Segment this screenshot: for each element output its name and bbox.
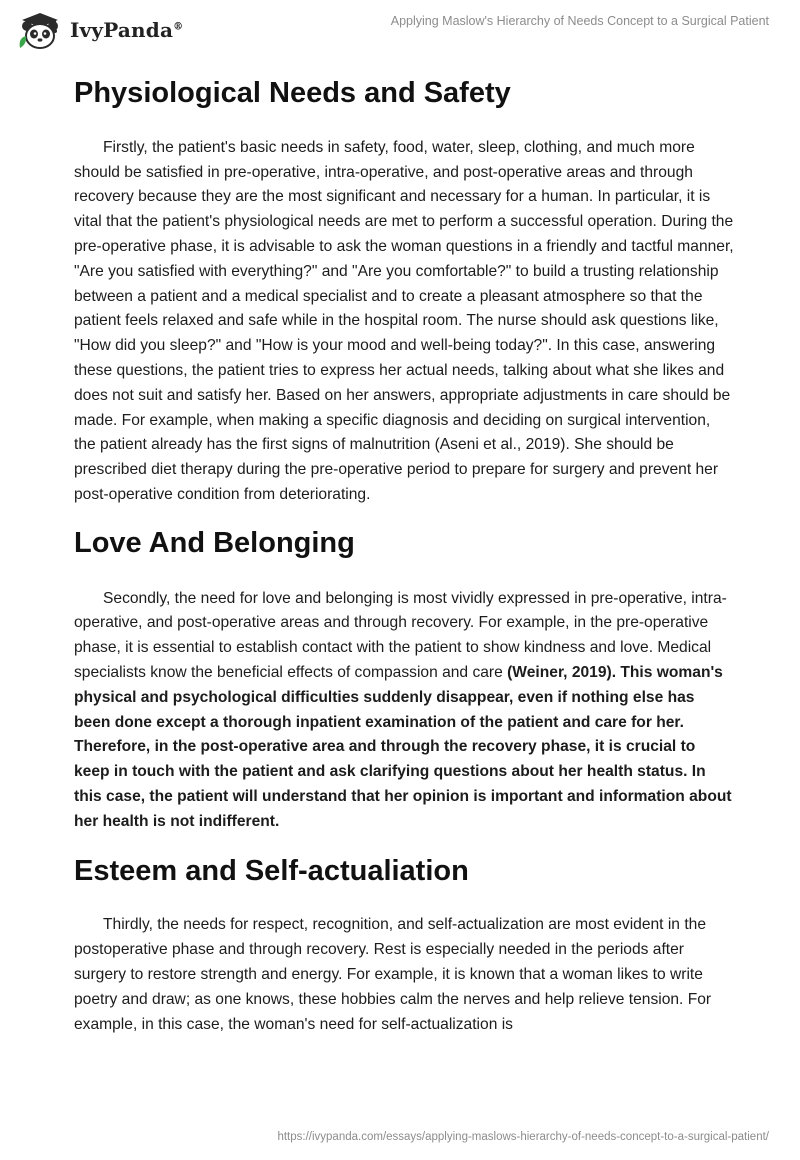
essay-content: [74, 70, 734, 1037]
section-love-belonging: [74, 526, 734, 835]
section-paragraph: [74, 587, 734, 835]
section-physiological-needs: [74, 76, 734, 508]
section-paragraph: Firstly, the patient's basic needs in safety, food, water, sleep, clothing, and much more should be satisfied in pre-operative, intra-operative, and post-operative areas and through recovery because they are the most significant and necessary for a human. In particular, it is vital that the patient's physiological needs are met to perform a successful operation. During the pre-operative phase, it is advisable to ask the woman questions in a friendly and tactful manner, "Are you satisfied with everything?" and "Are you comfortable?" to build a trusting relationship between a patient and a medical specialist and to create a pleasant atmosphere so that the patient feels relaxed and safe while in the hospital room. The nurse should ask questions like, "How did you sleep?" and "How is your mood and well-being today?". In this case, answering these questions, the patient tries to express her actual needs, talking about what she likes and does not suit and satisfy her. Based on her answers, appropriate adjustments in care should be made. For example, when making a specific diagnosis and deciding on surgical intervention, the patient already has the first signs of malnutrition (Aseni et al., 2019). She should be prescribed diet therapy during the pre-operative period to prepare for surgery and prevent her post-operative condition from deteriorating.: [74, 138, 734, 503]
section-heading: Love And Belonging: [74, 526, 355, 559]
paragraph-regular-text: Secondly, the need for love and belonging is most vividly expressed in pre-operative, intra-operative, and post-operative areas and through recovery. For example, in the pre-operative phase, it is essential to establish contact with the patient to show kindness and love. Medical specialists know the beneficial effects of compassion and care: [74, 589, 727, 681]
section-esteem: [74, 854, 734, 1038]
page-header: [0, 0, 800, 60]
section-heading: Esteem and Self-actualiation: [74, 854, 469, 887]
brand-name: IvyPanda®: [70, 18, 184, 42]
panda-logo-icon: [14, 10, 66, 50]
source-url-link[interactable]: https://ivypanda.com/essays/applying-maslows-hierarchy-of-needs-concept-to-a-surgical-patient/: [277, 1131, 769, 1143]
section-heading: Physiological Needs and Safety: [74, 77, 511, 109]
paragraph-bold-text: (Weiner, 2019). This woman's physical and psychological difficulties suddenly disappear, even if nothing else has been done except a thorough inpatient examination of the patient and care for her. Therefore, in the post-operative area and through the recovery phase, it is crucial to keep in touch with the patient and ask clarifying questions about her health status. In this case, the patient will understand that her opinion is important and information about her health is not indifferent.: [74, 663, 732, 830]
section-paragraph: Thirdly, the needs for respect, recognition, and self-actualization are most evident in the postoperative phase and through recovery. Rest is especially needed in the periods after surgery to restore strength and energy. For example, it is known that a woman likes to write poetry and draw; as one knows, these hobbies calm the nerves and help relieve tension. For example, in this case, the woman's need for self-actualization is: [74, 916, 712, 1033]
brand-logo[interactable]: [14, 10, 183, 50]
document-title: Applying Maslow's Hierarchy of Needs Concept to a Surgical Patient: [390, 14, 769, 28]
